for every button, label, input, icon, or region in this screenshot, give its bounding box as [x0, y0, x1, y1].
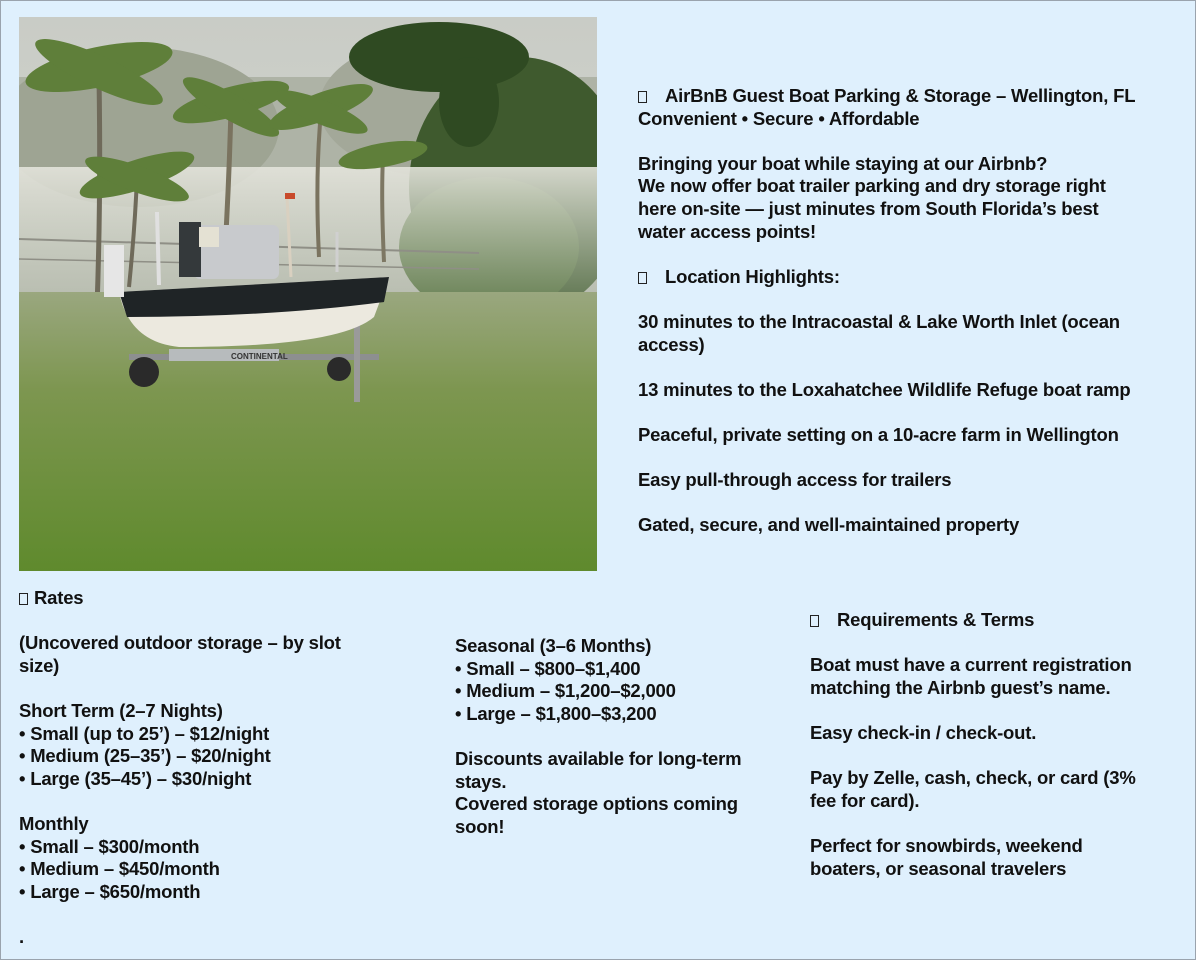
requirements-heading-line: [810, 609, 1180, 632]
requirement-item: Pay by Zelle, cash, check, or card (3% fee for card).: [810, 767, 1136, 811]
monthly-title: Monthly: [19, 812, 89, 834]
intro-tagline: Convenient • Secure • Affordable: [638, 107, 920, 129]
intro-section: [638, 85, 1183, 537]
discount-note: Discounts available for long-term stays.: [455, 747, 742, 792]
requirement-item: Perfect for snowbirds, weekend boaters, or seasonal travelers: [810, 834, 1083, 879]
placeholder-box-icon: [638, 91, 647, 103]
requirements-heading: Requirements & Terms: [837, 609, 1035, 630]
svg-text:CONTINENTAL: CONTINENTAL: [231, 352, 288, 361]
monthly-rate: • Small – $300/month: [19, 835, 200, 857]
covered-note: Covered storage options coming soon!: [455, 793, 738, 837]
boat-photo: [19, 17, 597, 571]
highlights-heading: Location Highlights:: [665, 265, 840, 287]
short-term-rate: • Medium (25–35’) – $20/night: [19, 745, 271, 767]
seasonal-rate: • Small – $800–$1,400: [455, 657, 641, 679]
short-term-title: Short Term (2–7 Nights): [19, 699, 223, 721]
requirement-item: Boat must have a current registration matching the Airbnb guest’s name.: [810, 654, 1132, 698]
highlight-item: 13 minutes to the Loxahatchee Wildlife Refuge boat ramp: [638, 378, 1131, 400]
trailing-dot: .: [19, 925, 24, 947]
monthly-rate: • Medium – $450/month: [19, 858, 220, 880]
rates-heading: Rates: [34, 587, 84, 608]
intro-paragraph-line2: We now offer boat trailer parking and dry storage right here on-site — just minutes from South Florida’s best water access points!: [638, 175, 1106, 242]
rates-heading-line: [19, 587, 399, 610]
seasonal-rate: • Medium – $1,200–$2,000: [455, 680, 676, 702]
intro-title-line: [638, 85, 1183, 108]
highlights-heading-line: [638, 266, 1183, 289]
short-term-rate: • Large (35–45’) – $30/night: [19, 767, 252, 789]
rates-note: (Uncovered outdoor storage – by slot size): [19, 632, 341, 676]
placeholder-box-icon: [638, 272, 647, 284]
highlight-item: 30 minutes to the Intracoastal & Lake Worth Inlet (ocean access): [638, 310, 1120, 355]
seasonal-rate: • Large – $1,800–$3,200: [455, 702, 657, 724]
highlight-item: Peaceful, private setting on a 10-acre farm in Wellington: [638, 423, 1119, 445]
highlight-item: Easy pull-through access for trailers: [638, 469, 952, 491]
seasonal-title: Seasonal (3–6 Months): [455, 635, 652, 656]
placeholder-box-icon: [810, 615, 819, 627]
seasonal-section: [455, 635, 775, 838]
short-term-rate: • Small (up to 25’) – $12/night: [19, 722, 270, 744]
requirement-item: Easy check-in / check-out.: [810, 721, 1037, 743]
requirements-section: [810, 609, 1180, 880]
placeholder-box-icon: [19, 593, 28, 605]
intro-title: AirBnB Guest Boat Parking & Storage – Wellington, FL: [665, 85, 1136, 106]
rates-section: [19, 587, 399, 949]
intro-paragraph-line1: Bringing your boat while staying at our Airbnb?: [638, 152, 1048, 174]
highlight-item: Gated, secure, and well-maintained property: [638, 514, 1020, 536]
monthly-rate: • Large – $650/month: [19, 880, 201, 902]
